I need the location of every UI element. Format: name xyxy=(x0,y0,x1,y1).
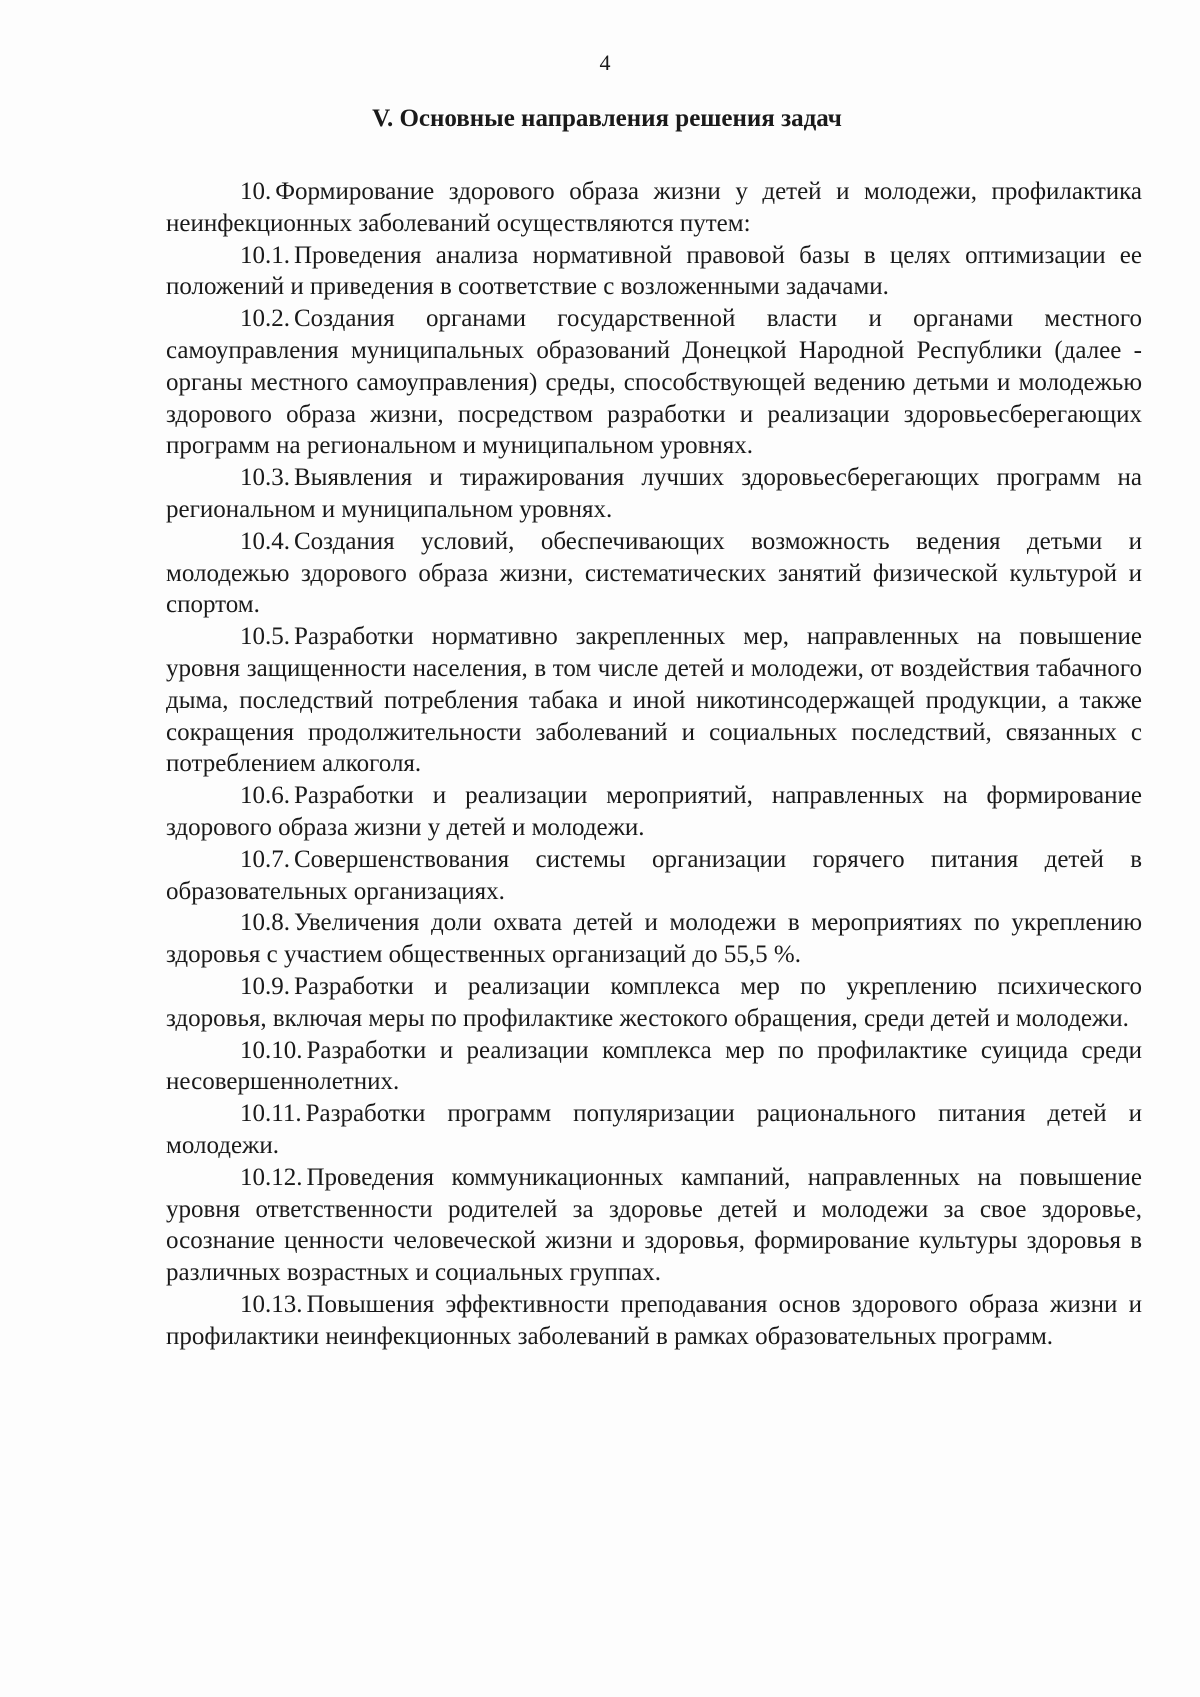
paragraph-number: 10.12. xyxy=(240,1163,303,1191)
paragraph-text: Разработки нормативно закрепленных мер, направленных на повышение уровня защищенности населения, в том числе детей и молодежи, от воздействия табачного дыма, последствий потребления табака и иной никотинсодержащей продукции, а также сокращения продолжительности заболеваний и социальных последствий, связанных с потреблением алкоголя. xyxy=(166,623,1142,778)
paragraph-number: 10.8. xyxy=(240,909,290,937)
paragraph-text: Увеличения доли охвата детей и молодежи в мероприятиях по укреплению здоровья с участием общественных организаций до 55,5 %. xyxy=(166,909,1142,969)
paragraph-number: 10.4. xyxy=(240,527,290,555)
paragraph-text: Совершенствования системы организации горячего питания детей в образовательных организациях. xyxy=(166,845,1142,905)
paragraph-10-4 xyxy=(166,526,1142,621)
paragraph-number: 10.13. xyxy=(240,1290,303,1318)
paragraph-10-8 xyxy=(166,907,1142,971)
paragraph-number: 10.1. xyxy=(240,241,290,269)
paragraph-number: 10.10. xyxy=(240,1036,303,1064)
paragraph-10-3 xyxy=(166,462,1142,526)
paragraph-number: 10.6. xyxy=(240,782,290,810)
paragraph-text: Разработки и реализации комплекса мер по укреплению психического здоровья, включая меры по профилактике жестокого обращения, среди детей и молодежи. xyxy=(166,972,1142,1032)
paragraph-10-5 xyxy=(166,621,1142,780)
paragraph-number: 10. xyxy=(240,178,272,205)
paragraph-text: Выявления и тиражирования лучших здоровьесберегающих программ на региональном и муниципальном уровнях. xyxy=(166,464,1142,523)
paragraph-10-2 xyxy=(166,303,1142,462)
paragraph-text: Проведения коммуникационных кампаний, направленных на повышение уровня ответственности родителей за здоровье детей и молодежи за свое здоровье, осознание ценности человеческой жизни и здоровья, формирование культуры здоровья в различных возрастных и социальных группах. xyxy=(166,1163,1142,1287)
paragraph-text: Повышения эффективности преподавания основ здорового образа жизни и профилактики неинфекционных заболеваний в рамках образовательных программ. xyxy=(166,1290,1142,1350)
paragraph-10-11 xyxy=(166,1098,1142,1162)
paragraph-number: 10.5. xyxy=(240,623,290,651)
paragraph-10-13 xyxy=(166,1289,1142,1353)
document-body xyxy=(166,176,1142,1352)
paragraph-number: 10.11. xyxy=(240,1100,302,1128)
paragraph-text: Проведения анализа нормативной правовой базы в целях оптимизации ее положений и приведения в соответствие с возложенными задачами. xyxy=(166,241,1142,301)
paragraph-10-10 xyxy=(166,1035,1142,1099)
paragraph-number: 10.2. xyxy=(240,305,290,333)
paragraph-10-7 xyxy=(166,844,1142,908)
paragraph-text: Разработки и реализации мероприятий, направленных на формирование здорового образа жизни у детей и молодежи. xyxy=(166,782,1142,841)
paragraph-text: Создания органами государственной власти и органами местного самоуправления муниципальных образований Донецкой Народной Республики (далее - органы местного самоуправления) среды, способствующей ведению детьми и молодежью здорового образа жизни, посредством разработки и реализации здоровьесберегающих программ на региональном и муниципальном уровнях. xyxy=(166,305,1142,460)
paragraph-text: Разработки и реализации комплекса мер по профилактике суицида среди несовершеннолетних. xyxy=(166,1036,1142,1096)
paragraph-10 xyxy=(166,176,1142,240)
paragraph-text: Разработки программ популяризации рационального питания детей и молодежи. xyxy=(166,1100,1142,1159)
paragraph-number: 10.9. xyxy=(240,972,290,1000)
paragraph-number: 10.3. xyxy=(240,464,290,492)
paragraph-10-1 xyxy=(166,240,1142,304)
section-title: V. Основные направления решения задач xyxy=(372,105,842,132)
page-number: 4 xyxy=(599,50,611,75)
paragraph-text: Формирование здорового образа жизни у детей и молодежи, профилактика неинфекционных заболеваний осуществляются путем: xyxy=(166,178,1142,237)
paragraph-10-9 xyxy=(166,971,1142,1035)
paragraph-text: Создания условий, обеспечивающих возможность ведения детьми и молодежью здорового образа жизни, систематических занятий физической культурой и спортом. xyxy=(166,527,1142,619)
paragraph-10-6 xyxy=(166,780,1142,844)
paragraph-10-12 xyxy=(166,1162,1142,1289)
paragraph-number: 10.7. xyxy=(240,845,290,873)
